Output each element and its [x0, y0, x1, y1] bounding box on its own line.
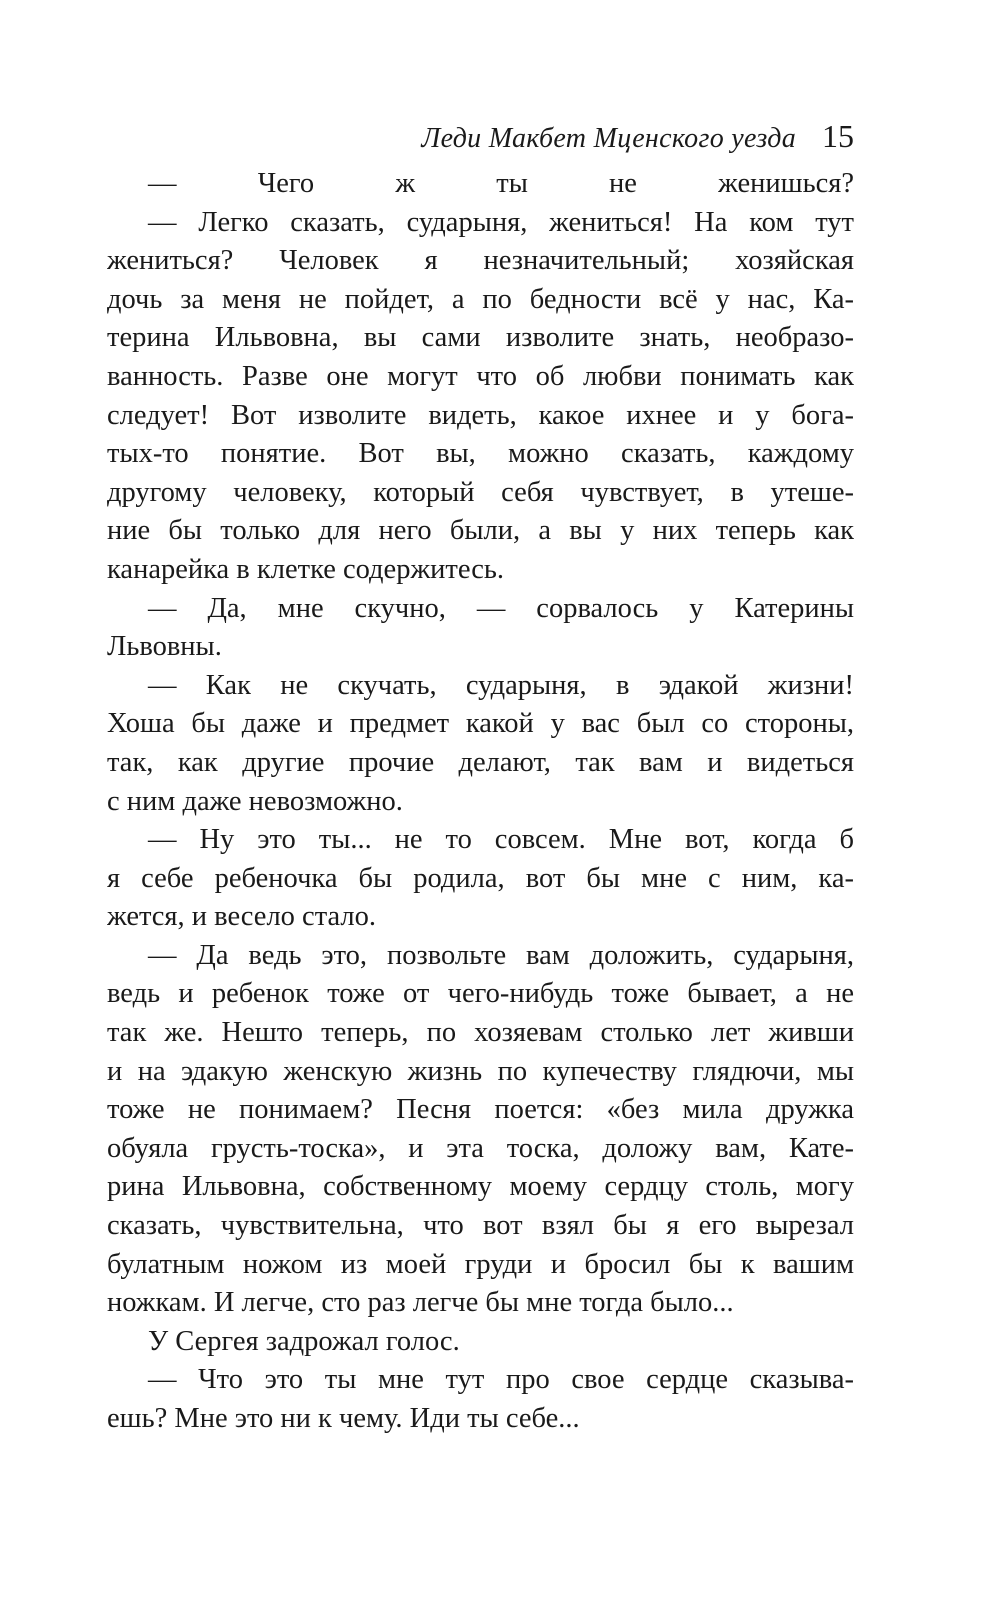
text-line: я себе ребеночка бы родила, вот бы мне с ним, ка- [107, 862, 854, 894]
text-line: и на эдакую женскую жизнь по купечеству глядючи, мы [107, 1055, 854, 1087]
text-line: следует! Вот изволите видеть, какое ихнее и у бога- [107, 399, 854, 431]
body-text [107, 165, 854, 1439]
text-line: жется, и весело стало. [107, 901, 376, 933]
text-line: — Да ведь это, позвольте вам доложить, сударыня, [148, 939, 854, 971]
running-head [421, 118, 854, 158]
text-line: Львовны. [107, 631, 222, 663]
text-line: — Да, мне скучно, — сорвалось у Катерины [148, 592, 854, 624]
text-line: обуяла грусть-тоска», и эта тоска, доложу вам, Кате- [107, 1132, 854, 1164]
text-line: ведь и ребенок тоже от чего-нибудь тоже бывает, а не [107, 978, 854, 1010]
page-number: 15 [822, 118, 854, 154]
text-line: тых-то понятие. Вот вы, можно сказать, каждому [107, 438, 854, 470]
text-line: ванность. Разве оне могут что об любви понимать как [107, 360, 854, 392]
text-line: — Ну это ты... не то совсем. Мне вот, когда б [148, 824, 854, 856]
text-line: другому человеку, который себя чувствует, в утеше- [107, 476, 854, 508]
text-line: ние бы только для него были, а вы у них теперь как [107, 515, 854, 547]
text-line: так, как другие прочие делают, так вам и видеться [107, 746, 854, 778]
text-line: сказать, чувствительна, что вот взял бы я его вырезал [107, 1210, 854, 1242]
text-line: — Что это ты мне тут про свое сердце сказыва- [148, 1364, 854, 1396]
text-line: терина Ильвовна, вы сами изволите знать, необразо- [107, 322, 854, 354]
text-line: У Сергея задрожал голос. [148, 1325, 460, 1357]
text-line: дочь за меня не пойдет, а по бедности всё у нас, Ка- [107, 283, 854, 315]
text-line: так же. Нешто теперь, по хозяевам столько лет живши [107, 1017, 854, 1049]
text-line: канарейка в клетке содержитесь. [107, 553, 504, 585]
text-line: — Как не скучать, сударыня, в эдакой жизни! [148, 669, 854, 701]
running-title: Леди Макбет Мценского уезда [421, 123, 796, 154]
text-line: булатным ножом из моей груди и бросил бы к вашим [107, 1248, 854, 1280]
text-line: Хоша бы даже и предмет какой у вас был со стороны, [107, 708, 854, 740]
text-line: ножкам. И легче, сто раз легче бы мне тогда было... [107, 1287, 734, 1319]
text-line: ешь? Мне это ни к чему. Иди ты себе... [107, 1403, 580, 1434]
text-line: жениться? Человек я незначительный; хозяйская [107, 245, 854, 277]
text-line: с ним даже невозможно. [107, 785, 403, 817]
text-line: тоже не понимаем? Песня поется: «без мила дружка [107, 1094, 854, 1126]
text-line: — Чего ж ты не женишься? [148, 168, 854, 199]
text-line: рина Ильвовна, собственному моему сердцу столь, могу [107, 1171, 854, 1203]
text-line: — Легко сказать, сударыня, жениться! На ком тут [148, 206, 854, 238]
